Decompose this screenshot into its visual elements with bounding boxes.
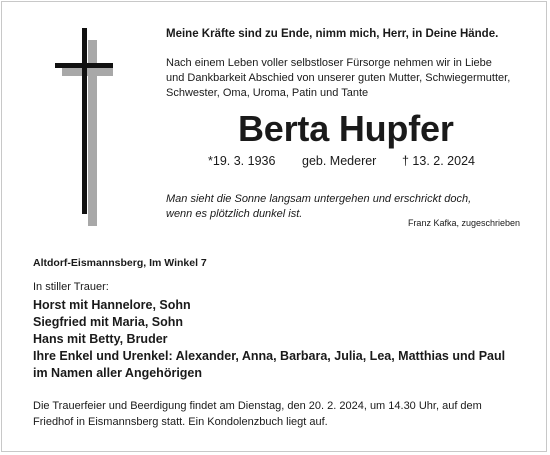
intro-line: und Dankbarkeit Abschied von unserer guten Mutter, Schwiegermutter, (166, 72, 511, 84)
mourner-item: Horst mit Hannelore, Sohn (33, 298, 191, 312)
mourners-list (33, 297, 505, 382)
mourner-item: im Namen aller Angehörigen (33, 366, 203, 380)
intro-line: Nach einem Leben voller selbstloser Fürsorge nehmen wir in Liebe (166, 57, 492, 69)
bible-verse: Meine Kräfte sind zu Ende, nimm mich, Herr, in Deine Hände. (166, 28, 499, 40)
cross-vertical (82, 28, 87, 214)
deceased-name: Berta Hupfer (238, 108, 454, 149)
cross-horizontal (55, 63, 113, 68)
cross-icon (55, 28, 115, 228)
cross-shadow-horizontal (62, 68, 113, 76)
mourning-intro: In stiller Trauer: (33, 281, 109, 293)
quote-line: Man sieht die Sonne langsam untergehen und erschrickt doch, (166, 193, 472, 205)
mourner-item: Hans mit Betty, Bruder (33, 332, 168, 346)
intro-text (166, 56, 510, 101)
quote-line: wenn es plötzlich dunkel ist. (166, 208, 303, 220)
mourner-item: Ihre Enkel und Urenkel: Alexander, Anna, Barbara, Julia, Lea, Matthias und Paul (33, 349, 506, 363)
funeral-line: Die Trauerfeier und Beerdigung findet am Dienstag, den 20. 2. 2024, um 14.30 Uhr, auf dem (33, 400, 482, 412)
family-address: Altdorf-Eismannsberg, Im Winkel 7 (33, 257, 207, 269)
birth-date: *19. 3. 1936 (208, 154, 276, 168)
funeral-info (33, 398, 482, 430)
death-date: † 13. 2. 2024 (402, 154, 475, 168)
mourner-item: Siegfried mit Maria, Sohn (33, 315, 184, 329)
maiden-name: geb. Mederer (302, 154, 377, 168)
funeral-line: Friedhof in Eismannsberg statt. Ein Kondolenzbuch liegt auf. (33, 416, 328, 428)
quote-attribution: Franz Kafka, zugeschrieben (407, 218, 520, 228)
intro-line: Schwester, Oma, Uroma, Patin und Tante (166, 87, 369, 99)
